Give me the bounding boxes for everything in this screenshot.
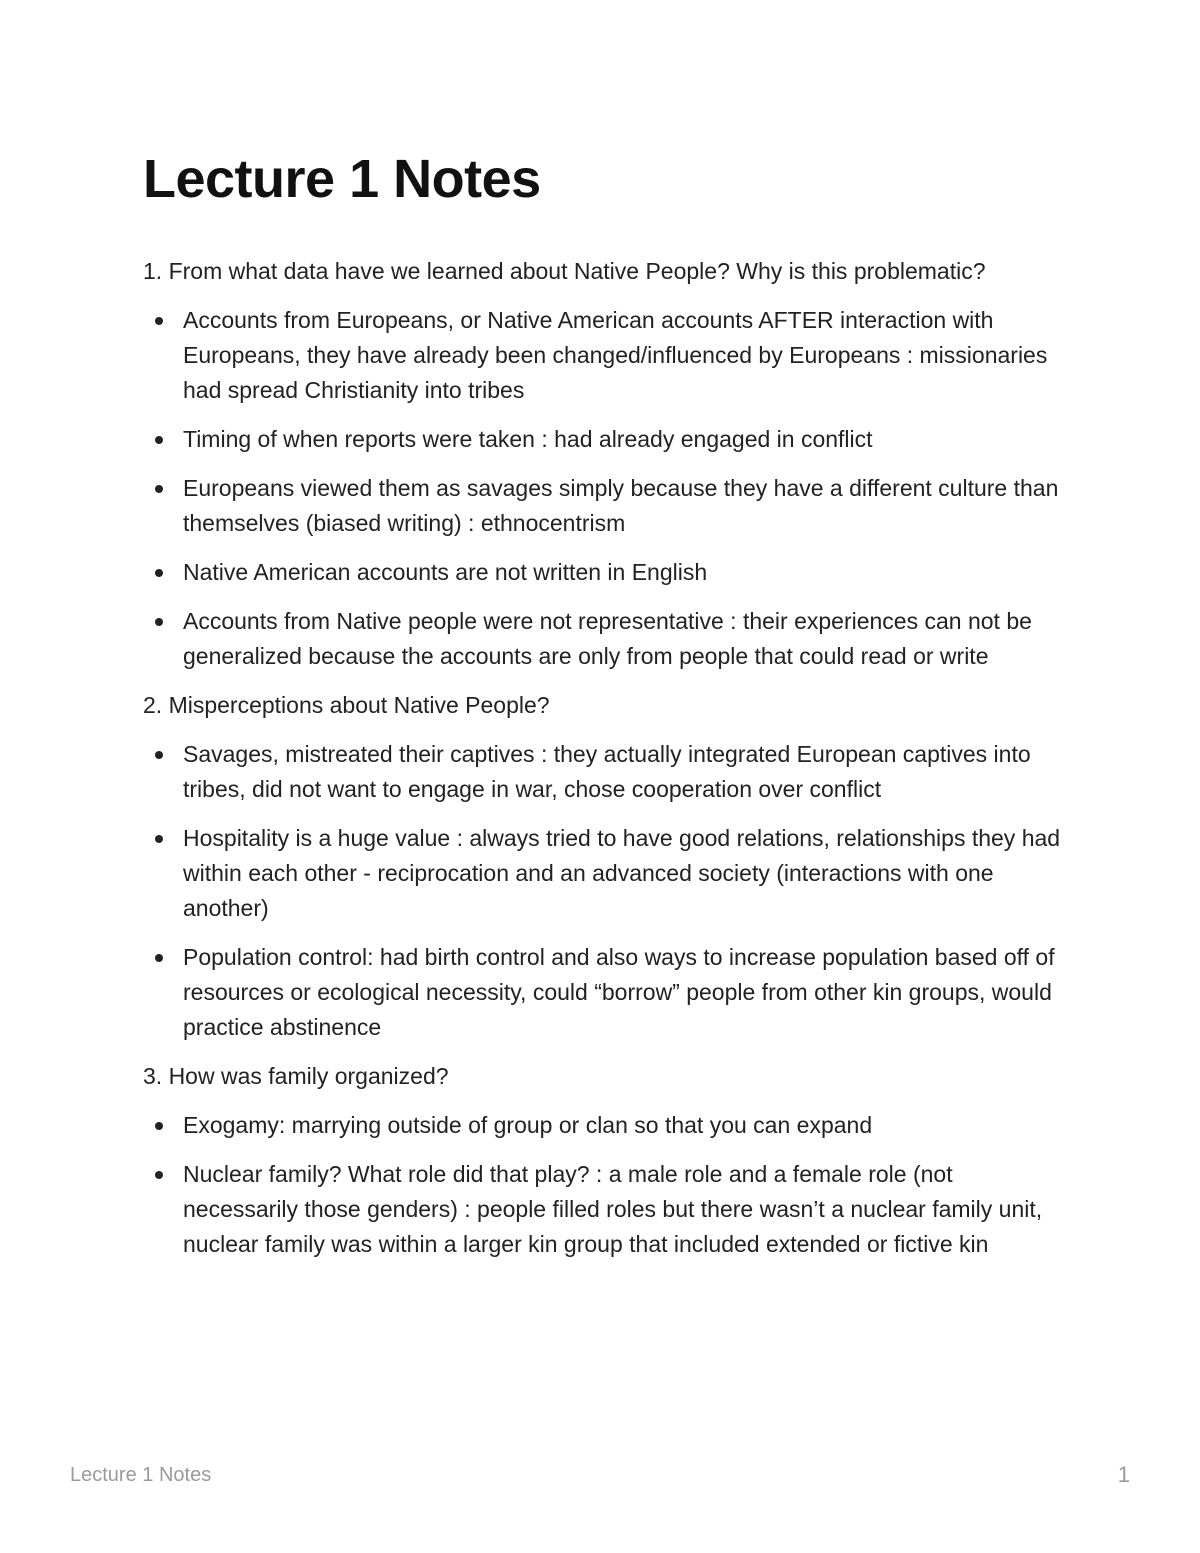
list-item <box>143 1108 1073 1143</box>
list-item <box>143 303 1073 408</box>
list-item <box>143 471 1073 541</box>
bullet-icon <box>155 436 163 444</box>
list-item-text: Population control: had birth control and also ways to increase population based off of resources or ecological necessity, could “borrow” people from other kin groups, would practice abstinence <box>183 944 1055 1040</box>
list-item-text: Hospitality is a huge value : always tried to have good relations, relationships they had within each other - reciprocation and an advanced society (interactions with one another) <box>183 825 1061 921</box>
list-item <box>143 604 1073 674</box>
bullet-icon <box>155 835 163 843</box>
list-item-text: Accounts from Europeans, or Native American accounts AFTER interaction with Europeans, they have already been changed/influenced by Europeans : missionaries had spread Christianity into tribes <box>183 307 1048 403</box>
bullet-list-2 <box>143 737 1073 1045</box>
question-1: 1. From what data have we learned about Native People? Why is this problematic? <box>143 258 986 284</box>
footer-title: Lecture 1 Notes <box>70 1464 212 1486</box>
list-item <box>143 422 1073 457</box>
bullet-icon <box>155 317 163 325</box>
list-item-text: Accounts from Native people were not representative : their experiences can not be generalized because the accounts are only from people that could read or write <box>183 608 1032 669</box>
page-title: Lecture 1 Notes <box>143 149 541 209</box>
bullet-icon <box>155 618 163 626</box>
bullet-icon <box>155 751 163 759</box>
list-item <box>143 555 1073 590</box>
bullet-icon <box>155 569 163 577</box>
bullet-list-1 <box>143 303 1073 674</box>
bullet-icon <box>155 1122 163 1130</box>
notes-content <box>143 254 1073 1262</box>
bullet-icon <box>155 485 163 493</box>
list-item-text: Exogamy: marrying outside of group or clan so that you can expand <box>183 1112 873 1138</box>
list-item <box>143 737 1073 807</box>
list-item-text: Nuclear family? What role did that play? : a male role and a female role (not necessarily those genders) : people filled roles but there wasn’t a nuclear family unit, nuclear family was within a larger kin group that included extended or fictive kin <box>183 1161 1043 1257</box>
list-item-text: Timing of when reports were taken : had already engaged in conflict <box>183 426 873 452</box>
list-item-text: Native American accounts are not written in English <box>183 559 708 585</box>
list-item <box>143 940 1073 1045</box>
list-item <box>143 821 1073 926</box>
bullet-list-3 <box>143 1108 1073 1262</box>
footer-page-number: 1 <box>1117 1462 1130 1487</box>
list-item-text: Savages, mistreated their captives : they actually integrated European captives into tribes, did not want to engage in war, chose cooperation over conflict <box>183 741 1031 802</box>
question-3: 3. How was family organized? <box>143 1063 449 1089</box>
list-item <box>143 1157 1073 1262</box>
bullet-icon <box>155 954 163 962</box>
list-item-text: Europeans viewed them as savages simply because they have a different culture than themselves (biased writing) : ethnocentrism <box>183 475 1059 536</box>
bullet-icon <box>155 1171 163 1179</box>
question-2: 2. Misperceptions about Native People? <box>143 692 550 718</box>
